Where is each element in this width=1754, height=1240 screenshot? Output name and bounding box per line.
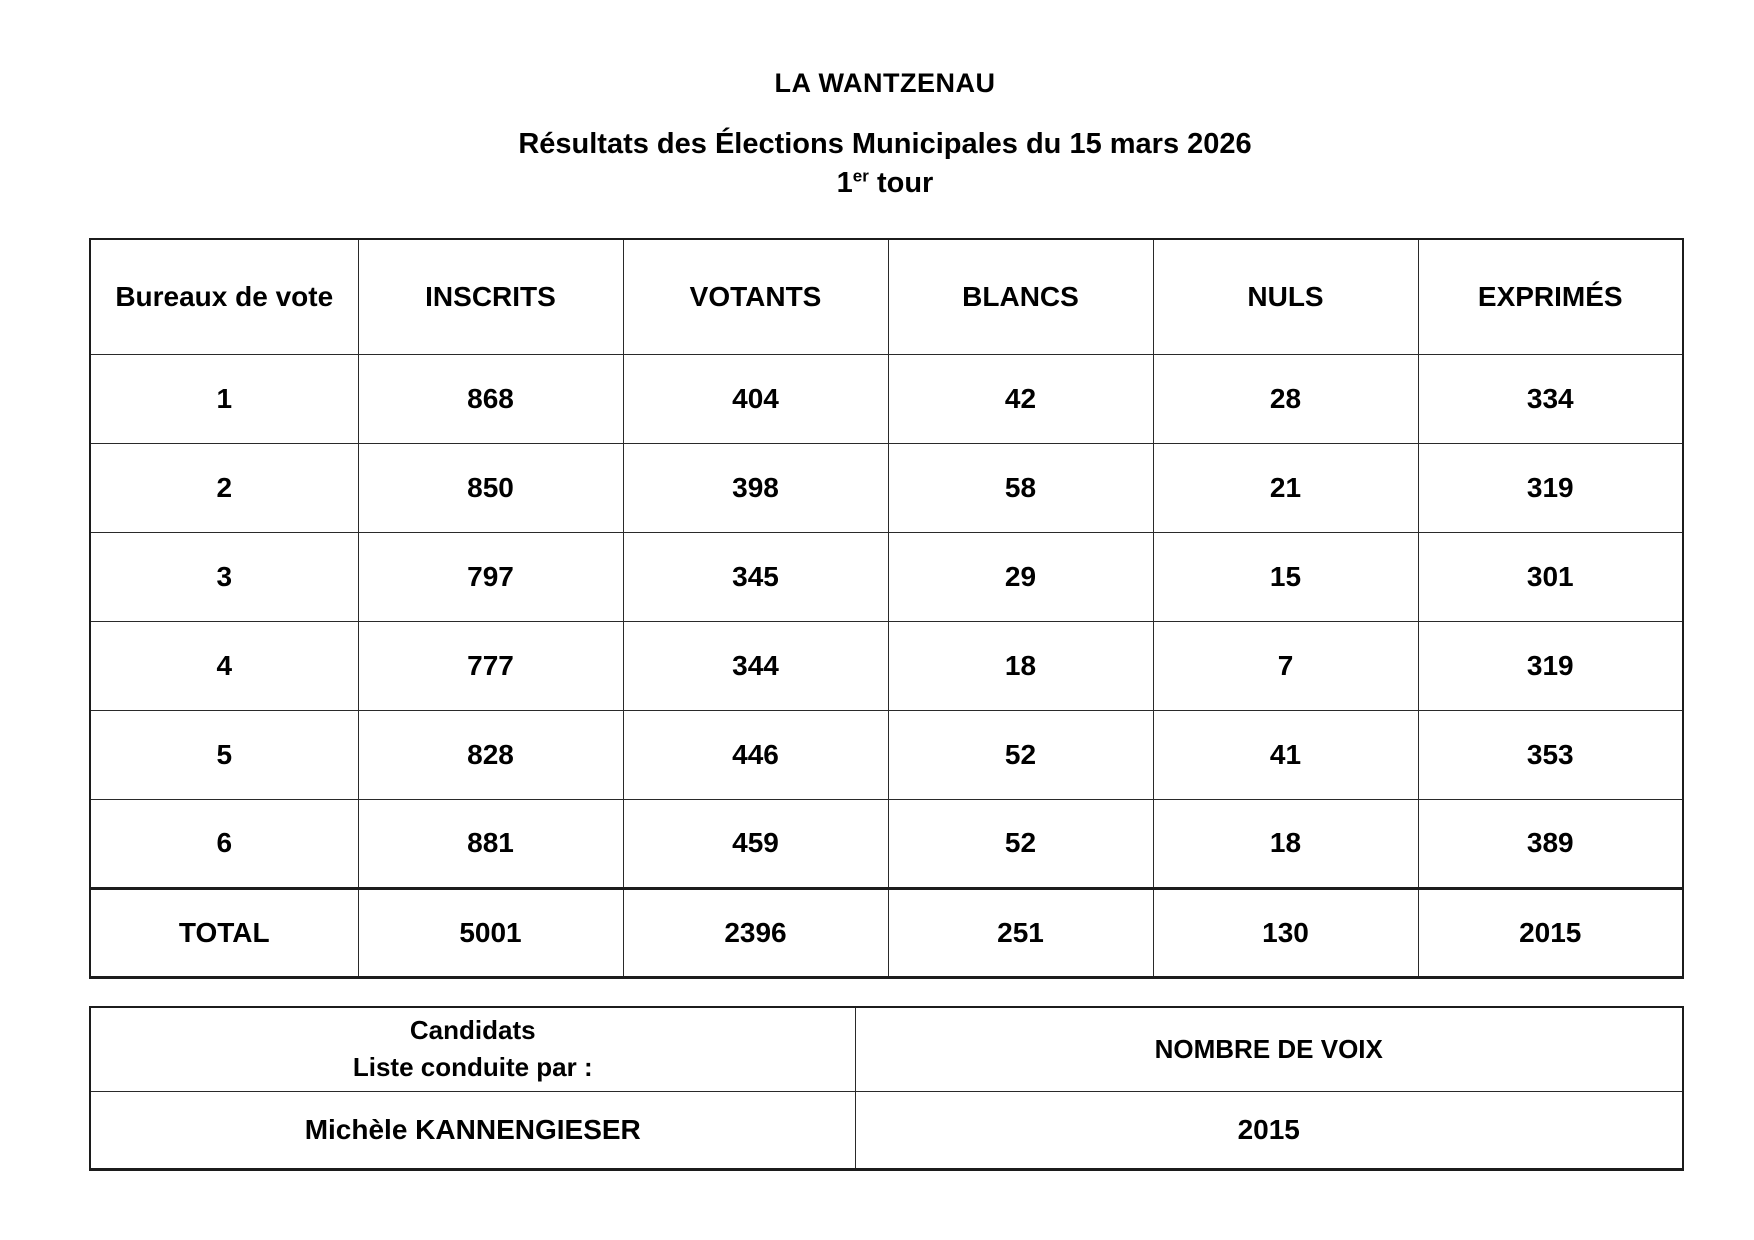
inscrits-cell: 850 [358,443,623,532]
tour-number: 1 [836,167,853,199]
blancs-cell: 58 [888,443,1153,532]
nuls-cell: 21 [1153,443,1418,532]
blancs-cell: 42 [888,354,1153,443]
total-blancs-cell: 251 [888,888,1153,977]
total-exprimes-cell: 2015 [1418,888,1683,977]
col-header-bureaux: Bureaux de vote [90,239,358,354]
bureau-cell: 2 [90,443,358,532]
blancs-cell: 18 [888,621,1153,710]
nuls-cell: 28 [1153,354,1418,443]
blancs-cell: 52 [888,710,1153,799]
results-row-bureau-4 [90,621,1683,710]
votants-cell: 459 [623,799,888,888]
results-row-bureau-5 [90,710,1683,799]
total-label-cell: TOTAL [90,888,358,977]
inscrits-cell: 797 [358,532,623,621]
bureau-cell: 3 [90,532,358,621]
exprimes-cell: 319 [1418,621,1683,710]
col-header-votants: VOTANTS [623,239,888,354]
liste-conduite-label: Liste conduite par : [352,1052,593,1083]
inscrits-cell: 881 [358,799,623,888]
exprimes-cell: 334 [1418,354,1683,443]
bureau-cell: 1 [90,354,358,443]
total-nuls-cell: 130 [1153,888,1418,977]
col-header-inscrits: INSCRITS [358,239,623,354]
votants-cell: 345 [623,532,888,621]
total-inscrits-cell: 5001 [358,888,623,977]
exprimes-cell: 319 [1418,443,1683,532]
candidates-label: Candidats [409,1014,536,1045]
candidates-header-cell [90,1007,855,1091]
inscrits-cell: 828 [358,710,623,799]
nuls-cell: 7 [1153,621,1418,710]
inscrits-cell: 777 [358,621,623,710]
inscrits-cell: 868 [358,354,623,443]
col-header-exprimes: EXPRIMÉS [1418,239,1683,354]
col-header-blancs: BLANCS [888,239,1153,354]
results-table [89,238,1684,979]
page-title: Résultats des Élections Municipales du 15 mars 2026 [518,128,1252,160]
candidates-header-row [90,1007,1683,1091]
results-row-bureau-3 [90,532,1683,621]
nuls-cell: 18 [1153,799,1418,888]
votants-cell: 344 [623,621,888,710]
tour-subtitle [0,167,1754,200]
bureau-cell: 5 [90,710,358,799]
col-header-nuls: NULS [1153,239,1418,354]
exprimes-cell: 353 [1418,710,1683,799]
exprimes-cell: 389 [1418,799,1683,888]
bureau-cell: 4 [90,621,358,710]
votants-cell: 446 [623,710,888,799]
votants-cell: 398 [623,443,888,532]
candidate-name-cell: Michèle KANNENGIESER [90,1091,855,1169]
commune-title: LA WANTZENAU [774,68,996,98]
blancs-cell: 29 [888,532,1153,621]
bureau-cell: 6 [90,799,358,888]
total-votants-cell: 2396 [623,888,888,977]
nuls-cell: 15 [1153,532,1418,621]
votes-header-cell: NOMBRE DE VOIX [855,1007,1683,1091]
candidates-table [89,1006,1684,1171]
votes-value-cell: 2015 [855,1091,1683,1169]
results-header-row [90,239,1683,354]
nuls-cell: 41 [1153,710,1418,799]
tour-ordinal-suffix: er [852,166,869,186]
candidate-result-row [90,1091,1683,1169]
results-row-bureau-1 [90,354,1683,443]
blancs-cell: 52 [888,799,1153,888]
results-row-bureau-2 [90,443,1683,532]
results-row-bureau-6 [90,799,1683,888]
results-row-total [90,888,1683,977]
exprimes-cell: 301 [1418,532,1683,621]
votants-cell: 404 [623,354,888,443]
tour-word: tour [876,167,934,199]
